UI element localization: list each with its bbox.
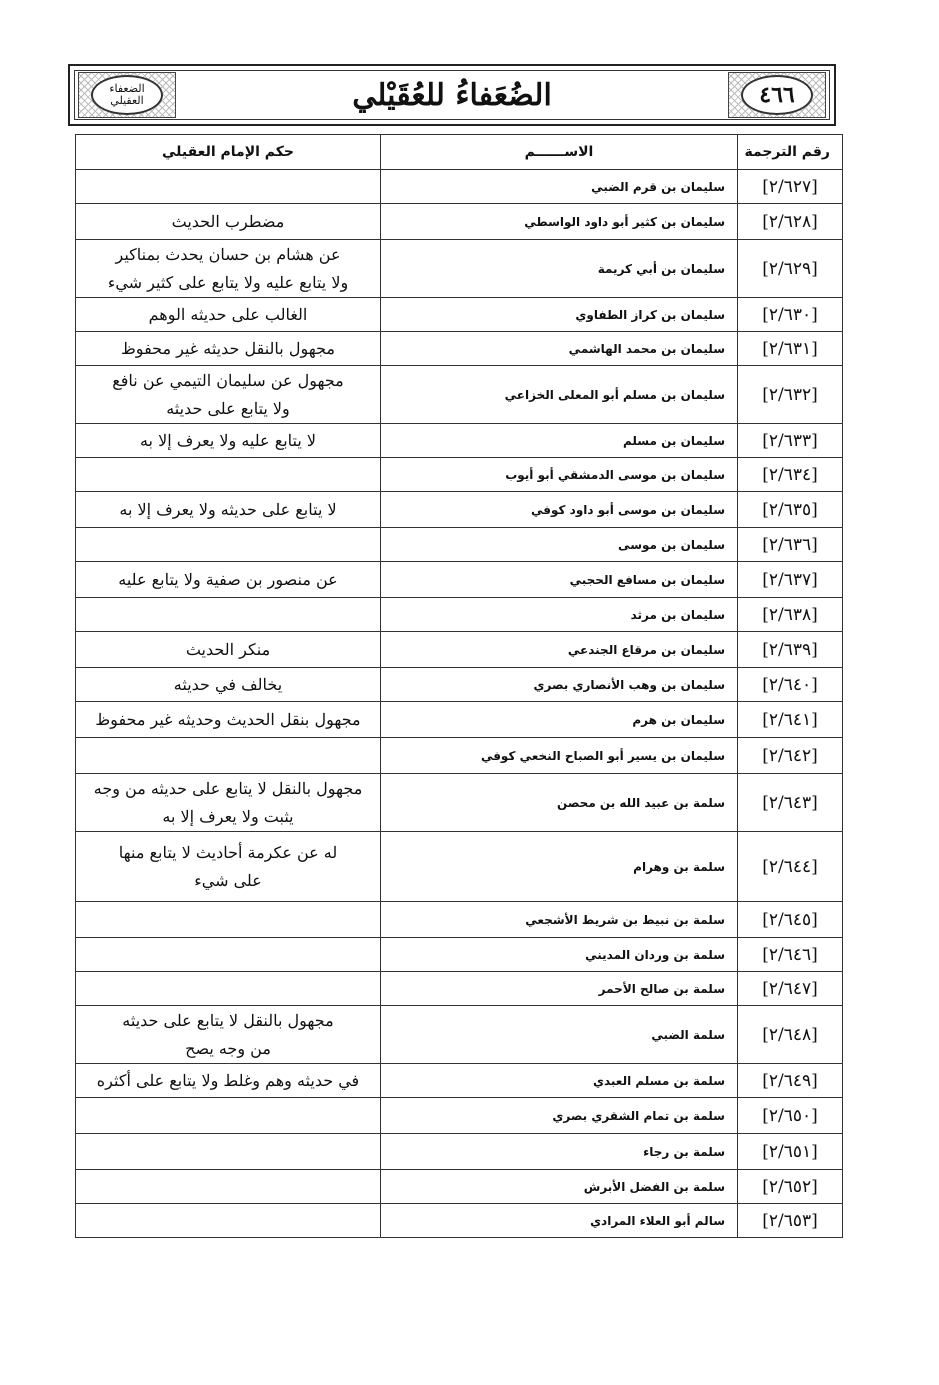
narrator-name: سليمان بن مسلم xyxy=(381,424,738,458)
entry-number: [٢/٦٥٢] xyxy=(738,1170,843,1204)
ruling xyxy=(76,204,381,240)
entry-number: [٢/٦٢٨] xyxy=(738,204,843,240)
ruling xyxy=(76,1134,381,1170)
ruling-line: ولا يتابع على حديثه xyxy=(166,398,290,418)
book-title: الضُعَفاءُ للعُقَيْلي xyxy=(352,77,552,113)
ruling-line: عن منصور بن صفية ولا يتابع عليه xyxy=(118,569,338,589)
ruling xyxy=(76,774,381,832)
ruling xyxy=(76,562,381,598)
ruling-line: له عن عكرمة أحاديث لا يتابع منها xyxy=(118,842,338,862)
entry-number: [٢/٦٤٥] xyxy=(738,902,843,938)
narrator-name: سلمة بن نبيط بن شريط الأشجعي xyxy=(381,902,738,938)
table-row xyxy=(76,458,843,492)
narrator-name: سلمة بن تمام الشقري بصري xyxy=(381,1098,738,1134)
entry-number: [٢/٦٣٩] xyxy=(738,632,843,668)
ruling xyxy=(76,1098,381,1134)
ruling-line: مجهول بالنقل لا يتابع على حديثه xyxy=(122,1010,334,1030)
table-row xyxy=(76,170,843,204)
ruling xyxy=(76,528,381,562)
entry-number: [٢/٦٥٠] xyxy=(738,1098,843,1134)
ruling xyxy=(76,298,381,332)
table-row xyxy=(76,204,843,240)
ruling xyxy=(76,1006,381,1064)
entry-number: [٢/٦٣٤] xyxy=(738,458,843,492)
entry-number: [٢/٦٥١] xyxy=(738,1134,843,1170)
narrator-name: سليمان بن موسى xyxy=(381,528,738,562)
entry-number: [٢/٦٤٦] xyxy=(738,938,843,972)
ruling xyxy=(76,738,381,774)
narrator-name: سليمان بن محمد الهاشمي xyxy=(381,332,738,366)
ruling-line: الغالب على حديثه الوهم xyxy=(148,304,308,324)
narrator-name: سليمان بن كثير أبو داود الواسطي xyxy=(381,204,738,240)
entry-number: [٢/٦٤٩] xyxy=(738,1064,843,1098)
narrator-name: سلمة بن مسلم العبدي xyxy=(381,1064,738,1098)
table-row xyxy=(76,366,843,424)
ruling xyxy=(76,938,381,972)
ruling xyxy=(76,492,381,528)
ruling-line: مجهول بالنقل لا يتابع على حديثه من وجه xyxy=(93,778,363,798)
narrator-name: سلمة بن الفضل الأبرش xyxy=(381,1170,738,1204)
table-row xyxy=(76,774,843,832)
ruling-line: لا يتابع عليه ولا يعرف إلا به xyxy=(139,430,317,450)
ruling xyxy=(76,832,381,902)
ruling xyxy=(76,424,381,458)
header-ornament-right xyxy=(728,72,826,118)
table-body xyxy=(76,170,843,1238)
narrator-name: سالم أبو العلاء المرادي xyxy=(381,1204,738,1238)
ruling xyxy=(76,366,381,424)
entry-number: [٢/٦٤٠] xyxy=(738,668,843,702)
table-row xyxy=(76,528,843,562)
table-row xyxy=(76,972,843,1006)
ruling xyxy=(76,668,381,702)
entry-number: [٢/٦٣١] xyxy=(738,332,843,366)
table-row xyxy=(76,492,843,528)
table-row xyxy=(76,562,843,598)
table-row xyxy=(76,832,843,902)
entry-number: [٢/٦٤٨] xyxy=(738,1006,843,1064)
table-row xyxy=(76,598,843,632)
entry-number: [٢/٦٥٣] xyxy=(738,1204,843,1238)
table-row xyxy=(76,902,843,938)
narrator-name: سليمان بن موسى أبو داود كوفي xyxy=(381,492,738,528)
ruling xyxy=(76,1204,381,1238)
entry-number: [٢/٦٣٧] xyxy=(738,562,843,598)
narrator-name: سلمة بن عبيد الله بن محصن xyxy=(381,774,738,832)
table-row xyxy=(76,668,843,702)
entry-number: [٢/٦٣٨] xyxy=(738,598,843,632)
narrators-table xyxy=(75,134,843,1238)
ruling xyxy=(76,1064,381,1098)
column-header-entry-number: رقم الترجمة xyxy=(738,135,843,170)
ruling xyxy=(76,632,381,668)
narrator-name: سليمان بن موسى الدمشقي أبو أيوب xyxy=(381,458,738,492)
ruling xyxy=(76,240,381,298)
ruling xyxy=(76,598,381,632)
ruling-line: مجهول عن سليمان التيمي عن نافع xyxy=(112,370,344,390)
table-row xyxy=(76,240,843,298)
book-emblem: الضعفاء العقيلي xyxy=(91,75,163,115)
table-row xyxy=(76,1204,843,1238)
table-row xyxy=(76,1134,843,1170)
ruling-line: ولا يتابع عليه ولا يتابع على كثير شيء xyxy=(107,272,349,292)
table-row xyxy=(76,1006,843,1064)
narrator-name: سلمة بن وردان المديني xyxy=(381,938,738,972)
ruling xyxy=(76,332,381,366)
narrator-name: سلمة بن رجاء xyxy=(381,1134,738,1170)
entry-number: [٢/٦٣٢] xyxy=(738,366,843,424)
narrator-name: سلمة بن وهرام xyxy=(381,832,738,902)
column-header-name: الاســــــم xyxy=(381,135,738,170)
entry-number: [٢/٦٤٢] xyxy=(738,738,843,774)
header-ornament-left xyxy=(78,72,176,118)
ruling-line: من وجه يصح xyxy=(185,1038,271,1058)
narrator-name: سليمان بن وهب الأنصاري بصري xyxy=(381,668,738,702)
table-row xyxy=(76,938,843,972)
ruling-line: مجهول بنقل الحديث وحديثه غير محفوظ xyxy=(95,709,361,729)
narrator-name: سليمان بن هرم xyxy=(381,702,738,738)
table-header-row xyxy=(76,135,843,170)
entry-number: [٢/٦٣٥] xyxy=(738,492,843,528)
narrator-name: سليمان بن قرم الضبي xyxy=(381,170,738,204)
narrator-name: سليمان بن مرقاع الجندعي xyxy=(381,632,738,668)
table-row xyxy=(76,702,843,738)
ruling-line: عن هشام بن حسان يحدث بمناكير xyxy=(115,244,341,264)
entry-number: [٢/٦٢٧] xyxy=(738,170,843,204)
ruling xyxy=(76,702,381,738)
ruling xyxy=(76,1170,381,1204)
entry-number: [٢/٦٣٣] xyxy=(738,424,843,458)
entry-number: [٢/٦٤١] xyxy=(738,702,843,738)
ruling xyxy=(76,902,381,938)
narrator-name: سليمان بن كراز الطفاوي xyxy=(381,298,738,332)
narrator-name: سليمان بن مرثد xyxy=(381,598,738,632)
narrator-name: سليمان بن مسافع الحجبي xyxy=(381,562,738,598)
entry-number: [٢/٦٤٧] xyxy=(738,972,843,1006)
entry-number: [٢/٦٤٣] xyxy=(738,774,843,832)
ruling-line: في حديثه وهم وغلط ولا يتابع على أكثره xyxy=(96,1070,360,1090)
table-row xyxy=(76,632,843,668)
ruling-line: يثبت ولا يعرف إلا به xyxy=(162,806,294,826)
entry-number: [٢/٦٣٦] xyxy=(738,528,843,562)
table-row xyxy=(76,424,843,458)
narrator-name: سليمان بن أبي كريمة xyxy=(381,240,738,298)
page-header xyxy=(68,64,836,126)
entry-number: [٢/٦٤٤] xyxy=(738,832,843,902)
table-row xyxy=(76,738,843,774)
entry-number: [٢/٦٢٩] xyxy=(738,240,843,298)
ruling-line: يخالف في حديثه xyxy=(173,674,283,694)
table-row xyxy=(76,298,843,332)
page-number: ٤٦٦ xyxy=(741,75,813,115)
narrator-name: سلمة الضبي xyxy=(381,1006,738,1064)
table-row xyxy=(76,332,843,366)
ruling-line: مجهول بالنقل حديثه غير محفوظ xyxy=(121,338,335,358)
narrator-name: سليمان بن يسير أبو الصباح النخعي كوفي xyxy=(381,738,738,774)
table-row xyxy=(76,1170,843,1204)
ruling-line: على شيء xyxy=(194,870,262,890)
ruling xyxy=(76,458,381,492)
narrator-name: سلمة بن صالح الأحمر xyxy=(381,972,738,1006)
ruling xyxy=(76,170,381,204)
column-header-ruling: حكم الإمام العقيلي xyxy=(76,135,381,170)
narrator-name: سليمان بن مسلم أبو المعلى الخزاعي xyxy=(381,366,738,424)
ruling-line: لا يتابع على حديثه ولا يعرف إلا به xyxy=(119,499,337,519)
table-row xyxy=(76,1064,843,1098)
ruling-line: منكر الحديث xyxy=(185,639,271,659)
table-row xyxy=(76,1098,843,1134)
ruling-line: مضطرب الحديث xyxy=(171,211,285,231)
entry-number: [٢/٦٣٠] xyxy=(738,298,843,332)
ruling xyxy=(76,972,381,1006)
